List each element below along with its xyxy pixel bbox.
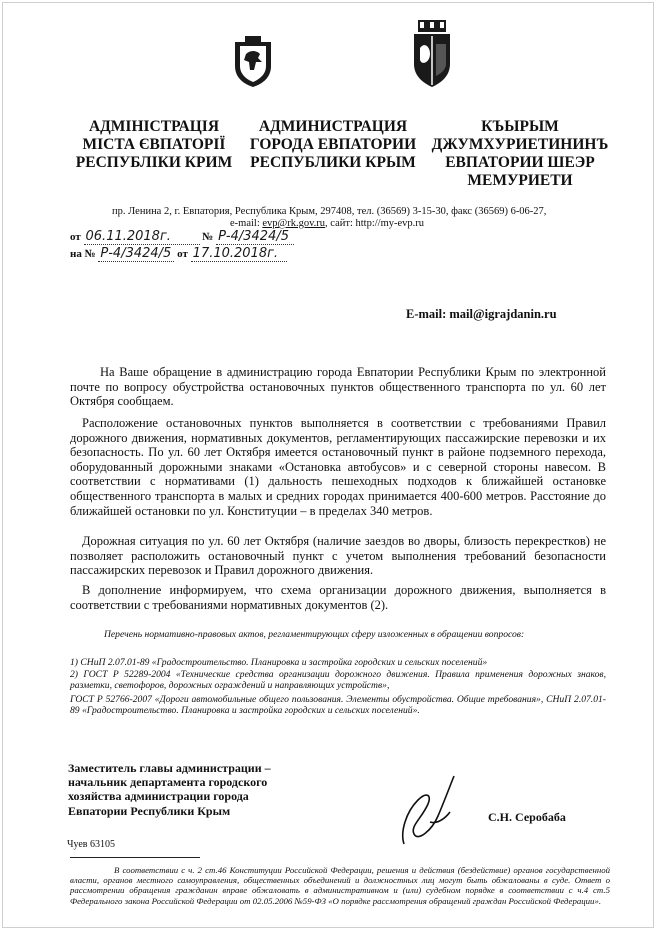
normatives-title: Перечень нормативно-правовых актов, регламентирующих сферу изложенных в обращении вопросов: xyxy=(104,629,525,640)
recipient-email: E-mail: mail@igrajdanin.ru xyxy=(406,307,557,321)
paragraph-4: В дополнение информируем, что схема организации дорожного движения, выполняется в соответствии с требованиями нормативных документов (2). xyxy=(70,583,606,612)
signatory-position-line: Евпатории Республики Крым xyxy=(68,803,231,818)
in-reply-label: на № xyxy=(70,248,96,260)
from-label: от xyxy=(70,231,81,243)
header-crh-line: КЪЫРЫМ xyxy=(481,118,559,135)
incoming-number: Р-4/3424/5 xyxy=(98,246,174,262)
footnote-divider xyxy=(70,857,200,858)
header-crh xyxy=(424,118,616,190)
outgoing-reference xyxy=(70,229,294,245)
signatory-name: С.Н. Серобаба xyxy=(488,810,566,824)
website-text: , сайт: http://my-evp.ru xyxy=(325,218,425,229)
number-label: № xyxy=(202,231,214,243)
outgoing-date: 06.11.2018г. xyxy=(84,229,200,245)
in-reply-from-label: от xyxy=(177,248,188,260)
office-email-link[interactable]: evp@rk.gov.ru xyxy=(262,218,326,229)
header-ua-line: АДМІНІСТРАЦІЯ xyxy=(88,118,220,135)
crimea-coat-of-arms-icon xyxy=(232,36,274,88)
normatives-item-2: 2) ГОСТ Р 52289-2004 «Технические средства организации дорожного движения. Правила применения дорожных знаков, разметки, светофоров, дорожных ограждений и направляющих устройств», xyxy=(70,669,606,692)
incoming-date: 17.10.2018г. xyxy=(191,246,287,262)
header-ua-line: МІСТА ЄВПАТОРІЇ xyxy=(82,136,226,153)
paragraph-2: Расположение остановочных пунктов выполняется в соответствии с требованиями Правил дорожного движения, нормативных документов, регламентирующих пассажирские перевозки и их безопасность. По ул. 60 лет Октября имеется остановочный пункт в районе подземного перехода, оборудованный дорожными знаками «Остановка автобусов» и с северной стороны навесом. В соответствии с нормативами (1) дальность пешеходных подходов к ближайшей остановке общественного транспорта в малых и средних городах принимается 400-600 метров. Расстояние до ближайшей остановки по ул. Конституции – в пределах 340 метров. xyxy=(70,416,606,518)
header-ua-line: РЕСПУБЛІКИ КРИМ xyxy=(75,154,233,171)
signatory-position-line: хозяйства администрации города xyxy=(68,789,249,804)
header-crh-line: ДЖУМХУРИЕТИНИНЪ xyxy=(431,136,609,153)
paragraph-3: Дорожная ситуация по ул. 60 лет Октября (наличие заездов во дворы, близость перекрестков) не позволяет расположить остановочный пункт с учетом выполнения требований безопасности пассажирских перевозок и Правил дорожного движения. xyxy=(70,534,606,578)
signatory-position-line: начальник департамента городского xyxy=(68,775,268,790)
email-label: e-mail: xyxy=(230,218,263,229)
header-crh-line: ЕВПАТОРИИ ШЕЭР xyxy=(445,154,595,171)
executor-info: Чуев 63105 xyxy=(67,839,116,850)
header-ru-line: АДМИНИСТРАЦИЯ xyxy=(258,118,408,135)
header-ua xyxy=(66,118,242,172)
signatory-position xyxy=(68,761,271,818)
address-line-1: пр. Ленина 2, г. Евпатория, Республика Крым, 297408, тел. (36569) 3-15-30, факс (36569) 6-06-27, xyxy=(112,206,547,217)
paragraph-1: На Ваше обращение в администрацию города Евпатории Республики Крым по электронной почте по вопросу обустройства остановочных пунктов общественного транспорта по ул. 60 лет Октября сообщаем. xyxy=(70,365,606,409)
incoming-reference xyxy=(70,246,287,262)
evpatoria-coat-of-arms-icon xyxy=(410,20,454,88)
header-ru xyxy=(244,118,422,172)
signatory-position-line: Заместитель главы администрации – xyxy=(68,761,271,775)
header-crh-line: МЕМУРИЕТИ xyxy=(467,172,573,189)
outgoing-number: Р-4/3424/5 xyxy=(216,229,294,245)
footnote: В соответствии с ч. 2 ст.46 Конституции Российской Федерации, решения и действия (бездействие) органов государственной власти, органов местного самоуправления, общественных объединений и должностных лиц могут быть обжалованы в суде. Ответ о рассмотрении обращения гражданин вправе обжаловать в административном и (или) судебном порядке в соответствии с ч.4 ст.5 Федерального закона Российской Федерации от 02.05.2006 №59-ФЗ «О порядке рассмотрения обращений граждан Российской Федерации». xyxy=(70,865,610,906)
normatives-item-3: ГОСТ Р 52766-2007 «Дороги автомобильные общего пользования. Элементы обустройства. Общие требования», СНиП 2.07.01-89 «Градостроительство. Планировка и застройка городских и сельских поселений». xyxy=(70,694,606,717)
header-ru-line: РЕСПУБЛИКИ КРЫМ xyxy=(250,154,416,171)
normatives-item-1: 1) СНиП 2.07.01-89 «Градостроительство. Планировка и застройка городских и сельских поселений» xyxy=(70,657,488,668)
header-ru-line: ГОРОДА ЕВПАТОРИИ xyxy=(249,136,417,153)
handwritten-signature xyxy=(392,772,458,850)
